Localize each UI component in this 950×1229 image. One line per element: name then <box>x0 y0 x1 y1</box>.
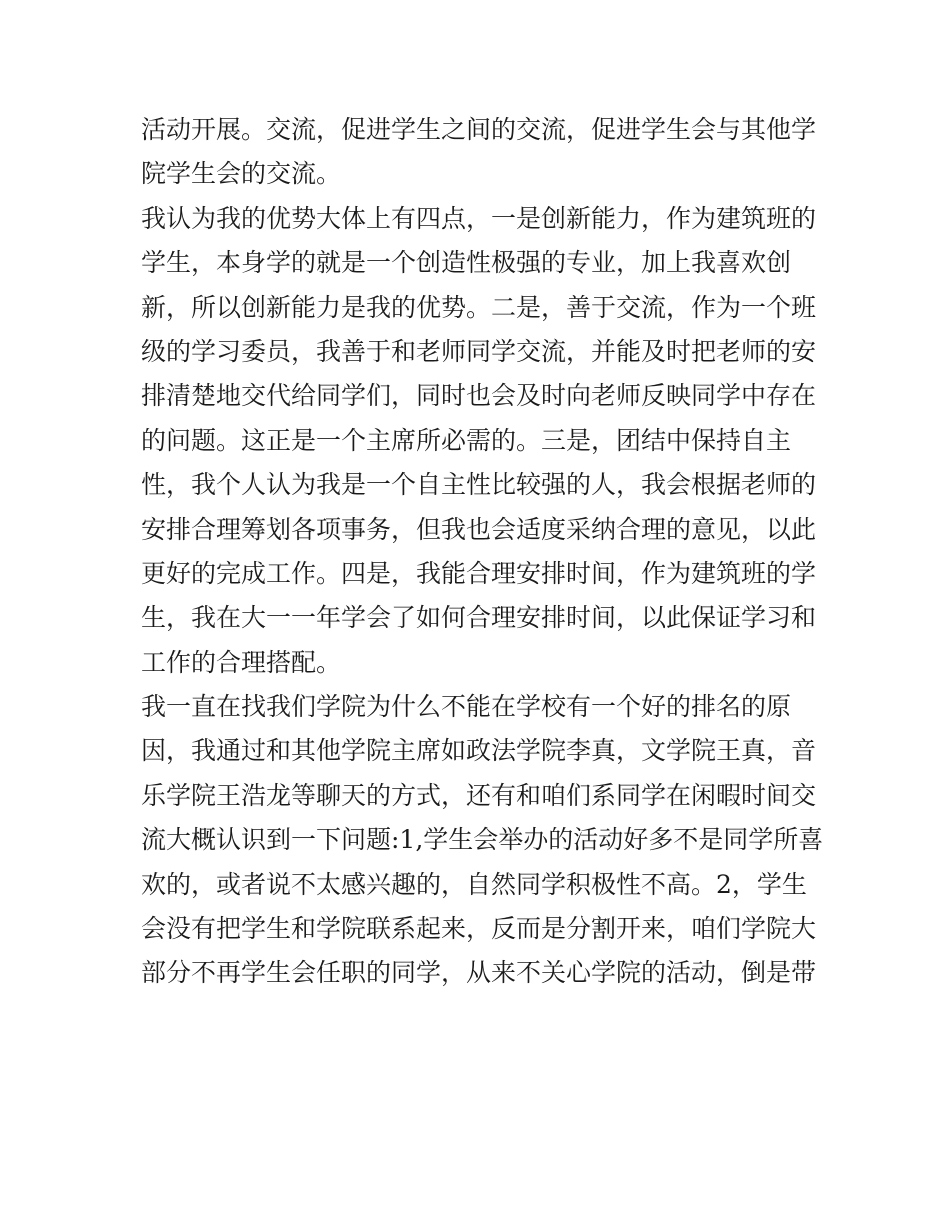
text-line: 排清楚地交代给同学们，同时也会及时向老师反映同学中存在 <box>141 381 817 411</box>
text-line: 我认为我的优势大体上有四点，一是创新能力，作为建筑班的 <box>141 203 817 233</box>
text-line: 部分不再学生会任职的同学，从来不关心学院的活动，倒是带 <box>141 958 817 988</box>
text-line: 级的学习委员，我善于和老师同学交流，并能及时把老师的安 <box>141 336 817 366</box>
text-line: 会没有把学生和学院联系起来，反而是分割开来，咱们学院大 <box>141 914 817 944</box>
text-line: 新，所以创新能力是我的优势。二是，善于交流，作为一个班 <box>141 292 817 322</box>
text-line: 活动开展。交流，促进学生之间的交流，促进学生会与其他学 <box>141 115 817 144</box>
text-line: 因，我通过和其他学院主席如政法学院李真，文学院王真，音 <box>141 736 817 766</box>
text-line: 乐学院王浩龙等聊天的方式，还有和咱们系同学在闲暇时间交 <box>141 780 817 810</box>
text-line: 性，我个人认为我是一个自主性比较强的人，我会根据老师的 <box>141 470 817 500</box>
text-line: 更好的完成工作。四是，我能合理安排时间，作为建筑班的学 <box>141 558 817 588</box>
text-line: 流大概认识到一下问题:1,学生会举办的活动好多不是同学所喜 <box>141 825 824 855</box>
text-line: 我一直在找我们学院为什么不能在学校有一个好的排名的原 <box>141 692 792 722</box>
text-line: 学生，本身学的就是一个创造性极强的专业，加上我喜欢创 <box>141 248 792 278</box>
text-line: 的问题。这正是一个主席所必需的。三是，团结中保持自主 <box>141 425 792 455</box>
text-line: 安排合理筹划各项事务，但我也会适度采纳合理的意见，以此 <box>141 514 817 544</box>
text-line: 生，我在大一一年学会了如何合理安排时间，以此保证学习和 <box>141 603 817 633</box>
text-line: 院学生会的交流。 <box>141 159 342 189</box>
text-line: 工作的合理搭配。 <box>141 647 342 677</box>
text-line: 欢的，或者说不太感兴趣的，自然同学积极性不高。2，学生 <box>141 869 807 899</box>
document-body <box>141 108 824 996</box>
